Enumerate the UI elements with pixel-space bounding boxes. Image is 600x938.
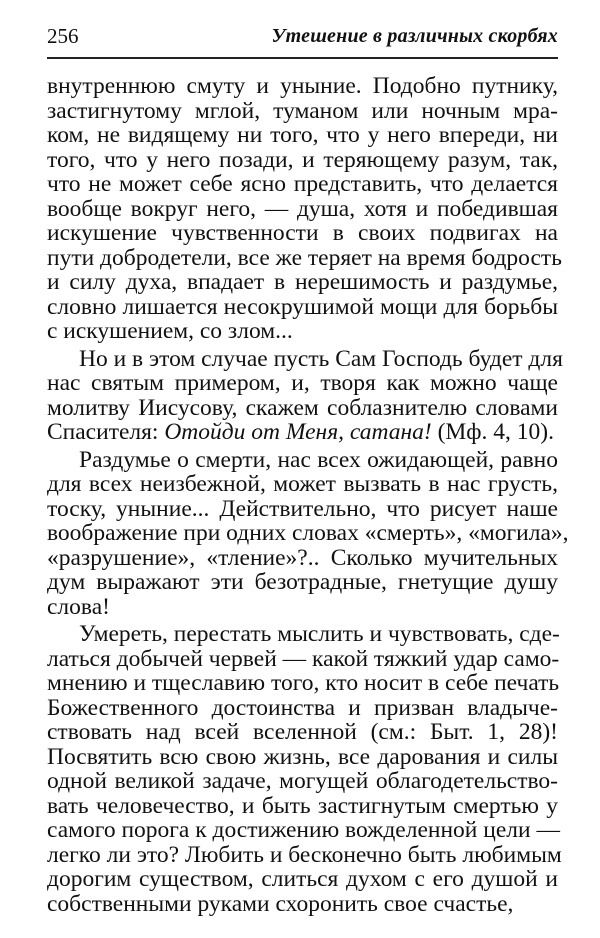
text-line [47, 420, 558, 445]
running-title: Утешение в различных скорбях [271, 25, 558, 47]
page-number: 256 [47, 24, 79, 48]
text-line: дум выражают эти безотрадные, гнетущие душу [47, 569, 558, 595]
paragraph [47, 345, 563, 445]
text-line: для всех неизбежной, может вызвать в нас грусть, [47, 471, 558, 497]
text-line: дорогим существом, слиться духом с его душой и [47, 866, 558, 892]
paragraph [47, 446, 569, 620]
text-line: ком, не видящему ни того, что у него впереди, ни [47, 122, 558, 148]
header-rule [47, 57, 558, 59]
body-text [47, 73, 569, 917]
text-line: пути добродетели, все же теряет на время бодрость [47, 244, 562, 271]
text-line: Но и в этом случае пусть Сам Господь будет для [79, 345, 563, 372]
text-line: что не может себе ясно представить, что делается [47, 171, 558, 197]
text-line: Умереть, перестать мыслить и чувствовать, сде- [79, 621, 560, 647]
italic-quote: Отойди от Меня, сатана! [164, 419, 432, 445]
text-line: того, что у него позади, и теряющему разум, так, [47, 146, 558, 173]
text-line: собственными руками схоронить свое счастье, [47, 890, 514, 917]
text-line: внутреннюю смуту и уныние. Подобно путнику, [47, 73, 558, 99]
paragraph [47, 621, 562, 917]
text-line: слова! [47, 593, 110, 620]
text-line: мнению и тщеславию того, кто носит в себе печать [47, 670, 560, 696]
text-line: тоску, уныние... Действительно, что рисует наше [47, 495, 558, 522]
text-line: молитву Иисусову, скажем соблазнителю словами [47, 394, 558, 421]
text-line: ствовать над всей вселенной (см.: Быт. 1, 28)! [47, 719, 558, 745]
text-segment: (Мф. 4, 10). [431, 419, 554, 445]
text-line: застигнутому мглой, туманом или ночным мра- [47, 97, 558, 124]
text-line: латься добычей червей — какой тяжкий удар само- [47, 645, 560, 672]
text-line: Посвятить всю свою жизнь, все дарования и силы [47, 743, 558, 770]
page-header [47, 24, 558, 54]
text-line: с искушением, со злом... [47, 318, 293, 344]
text-line: искушение чувственности в своих подвигах на [47, 220, 558, 246]
text-line: «разрушение», «тление»?.. Сколько мучительных [47, 544, 558, 571]
text-line: и силу духа, впадает в нерешимость и раздумье, [47, 269, 558, 295]
text-line: воображение при одних словах «смерть», «могила», [47, 520, 569, 546]
text-line: вать человечество, и быть застигнутым смертью у [47, 792, 558, 819]
text-line: самого порога к достижению вожделенной цели — [47, 817, 560, 843]
text-line: нас святым примером, и, творя как можно чаще [47, 370, 558, 396]
text-line: одной великой задаче, могущей облагодетельство- [47, 768, 558, 794]
text-line: Божественного достоинства и призван владыче- [47, 694, 558, 721]
paragraph [47, 73, 562, 344]
text-line: легко ли это? Любить и бесконечно быть любимым [47, 841, 562, 868]
text-line: вообще вокруг него, — душа, хотя и победившая [47, 195, 558, 222]
text-line: словно лишается несокрушимой мощи для борьбы [47, 293, 558, 320]
text-segment: Спасителя: [47, 419, 165, 445]
text-line: Раздумье о смерти, нас всех ожидающей, равно [79, 446, 558, 473]
